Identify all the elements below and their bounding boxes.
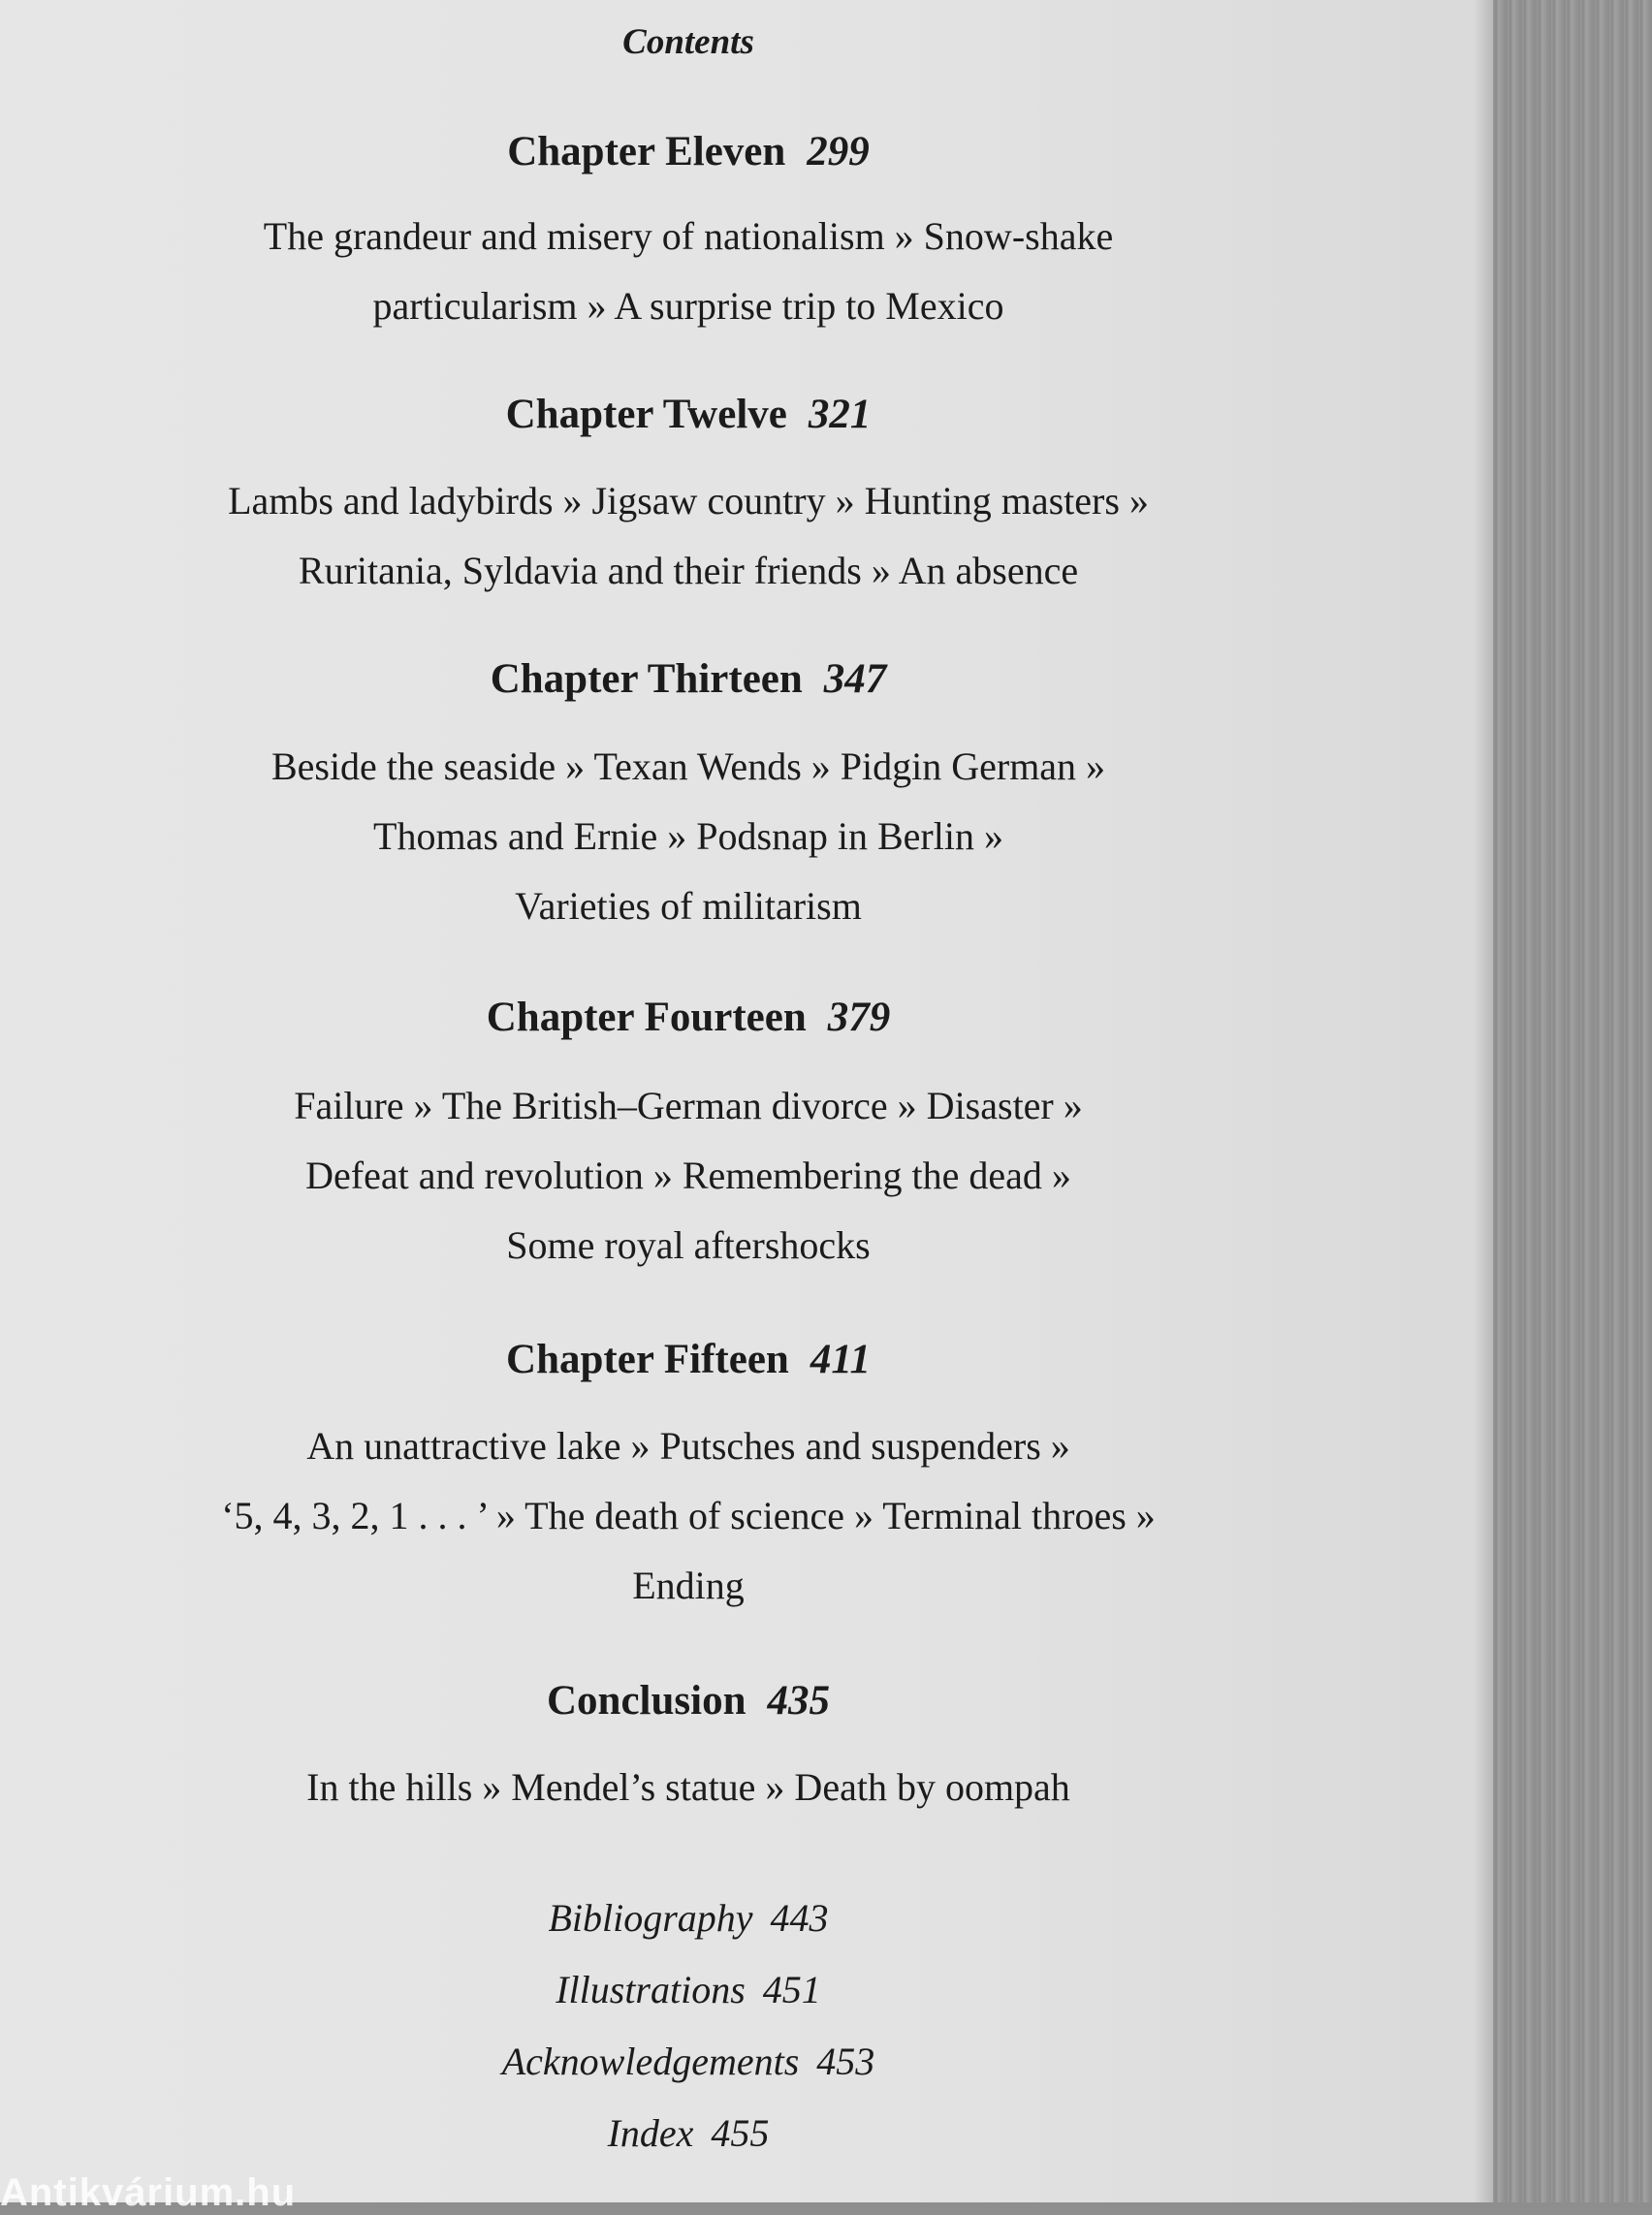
- chapter-page: 321: [808, 392, 872, 437]
- chapter-heading: [87, 1677, 1289, 1725]
- chapter-page: 299: [807, 129, 870, 174]
- topic-line: Beside the seaside » Texan Wends » Pidgin German »: [270, 744, 1106, 788]
- chapter-topics: [87, 466, 1289, 606]
- chapter-title: Chapter Thirteen: [490, 656, 803, 702]
- entry-page: 455: [711, 2111, 770, 2155]
- chapter-heading: [87, 1336, 1289, 1383]
- topic-line: Varieties of militarism: [515, 884, 862, 928]
- back-matter-entry: [87, 2098, 1289, 2169]
- entry-title: Illustrations: [556, 1968, 746, 2011]
- entry-page: 443: [770, 1896, 829, 1940]
- chapter-page: 411: [810, 1337, 871, 1382]
- chapter-title: Conclusion: [546, 1678, 747, 1724]
- entry-page: 451: [762, 1968, 821, 2011]
- chapter-heading: [87, 655, 1289, 703]
- chapter-title: Chapter Eleven: [507, 129, 786, 174]
- chapter-heading: [87, 994, 1289, 1041]
- chapter-topics: [87, 1753, 1289, 1822]
- chapter-title: Chapter Twelve: [505, 392, 787, 437]
- back-matter-entry: [87, 2026, 1289, 2098]
- chapter-topics: [87, 1411, 1289, 1621]
- back-matter-entry: [87, 1883, 1289, 1954]
- background-surface: [1493, 0, 1652, 2202]
- topic-line: Ruritania, Syldavia and their friends » An absence: [298, 549, 1079, 592]
- topic-line: Lambs and ladybirds » Jigsaw country » Hunting masters »: [228, 479, 1149, 522]
- topic-line: Ending: [632, 1564, 745, 1607]
- back-matter-entry: [87, 1954, 1289, 2026]
- chapter-page: 379: [827, 995, 891, 1040]
- chapter-page: 435: [767, 1678, 830, 1724]
- topic-line: The grandeur and misery of nationalism » Snow-shake: [263, 214, 1114, 258]
- chapter-topics: [87, 1071, 1289, 1281]
- chapter-topics: [87, 202, 1289, 341]
- chapter-heading: [87, 391, 1289, 438]
- chapter-title: Chapter Fifteen: [506, 1337, 789, 1382]
- entry-page: 453: [816, 2040, 875, 2083]
- topic-line: Thomas and Ernie » Podsnap in Berlin »: [373, 814, 1003, 858]
- chapter-topics: [87, 732, 1289, 941]
- entry-title: Index: [607, 2111, 694, 2155]
- topic-line: ‘5, 4, 3, 2, 1 . . . ’ » The death of science » Terminal throes »: [221, 1494, 1156, 1537]
- topic-line: particularism » A surprise trip to Mexico: [372, 284, 1004, 328]
- entry-title: Acknowledgements: [501, 2040, 800, 2083]
- running-head: Contents: [622, 22, 754, 62]
- topic-line: Defeat and revolution » Remembering the dead »: [305, 1154, 1071, 1197]
- chapter-heading: [87, 128, 1289, 175]
- topic-line: Some royal aftershocks: [506, 1223, 871, 1267]
- back-matter: [87, 1883, 1289, 2169]
- entry-title: Bibliography: [548, 1896, 753, 1940]
- topic-line: Failure » The British–German divorce » Disaster »: [294, 1084, 1083, 1127]
- watermark: Antikvárium.hu: [0, 2171, 297, 2214]
- topic-line: An unattractive lake » Putsches and suspenders »: [306, 1424, 1070, 1468]
- chapter-title: Chapter Fourteen: [486, 995, 807, 1040]
- chapter-page: 347: [823, 656, 887, 702]
- topic-line: In the hills » Mendel’s statue » Death by oompah: [306, 1765, 1070, 1809]
